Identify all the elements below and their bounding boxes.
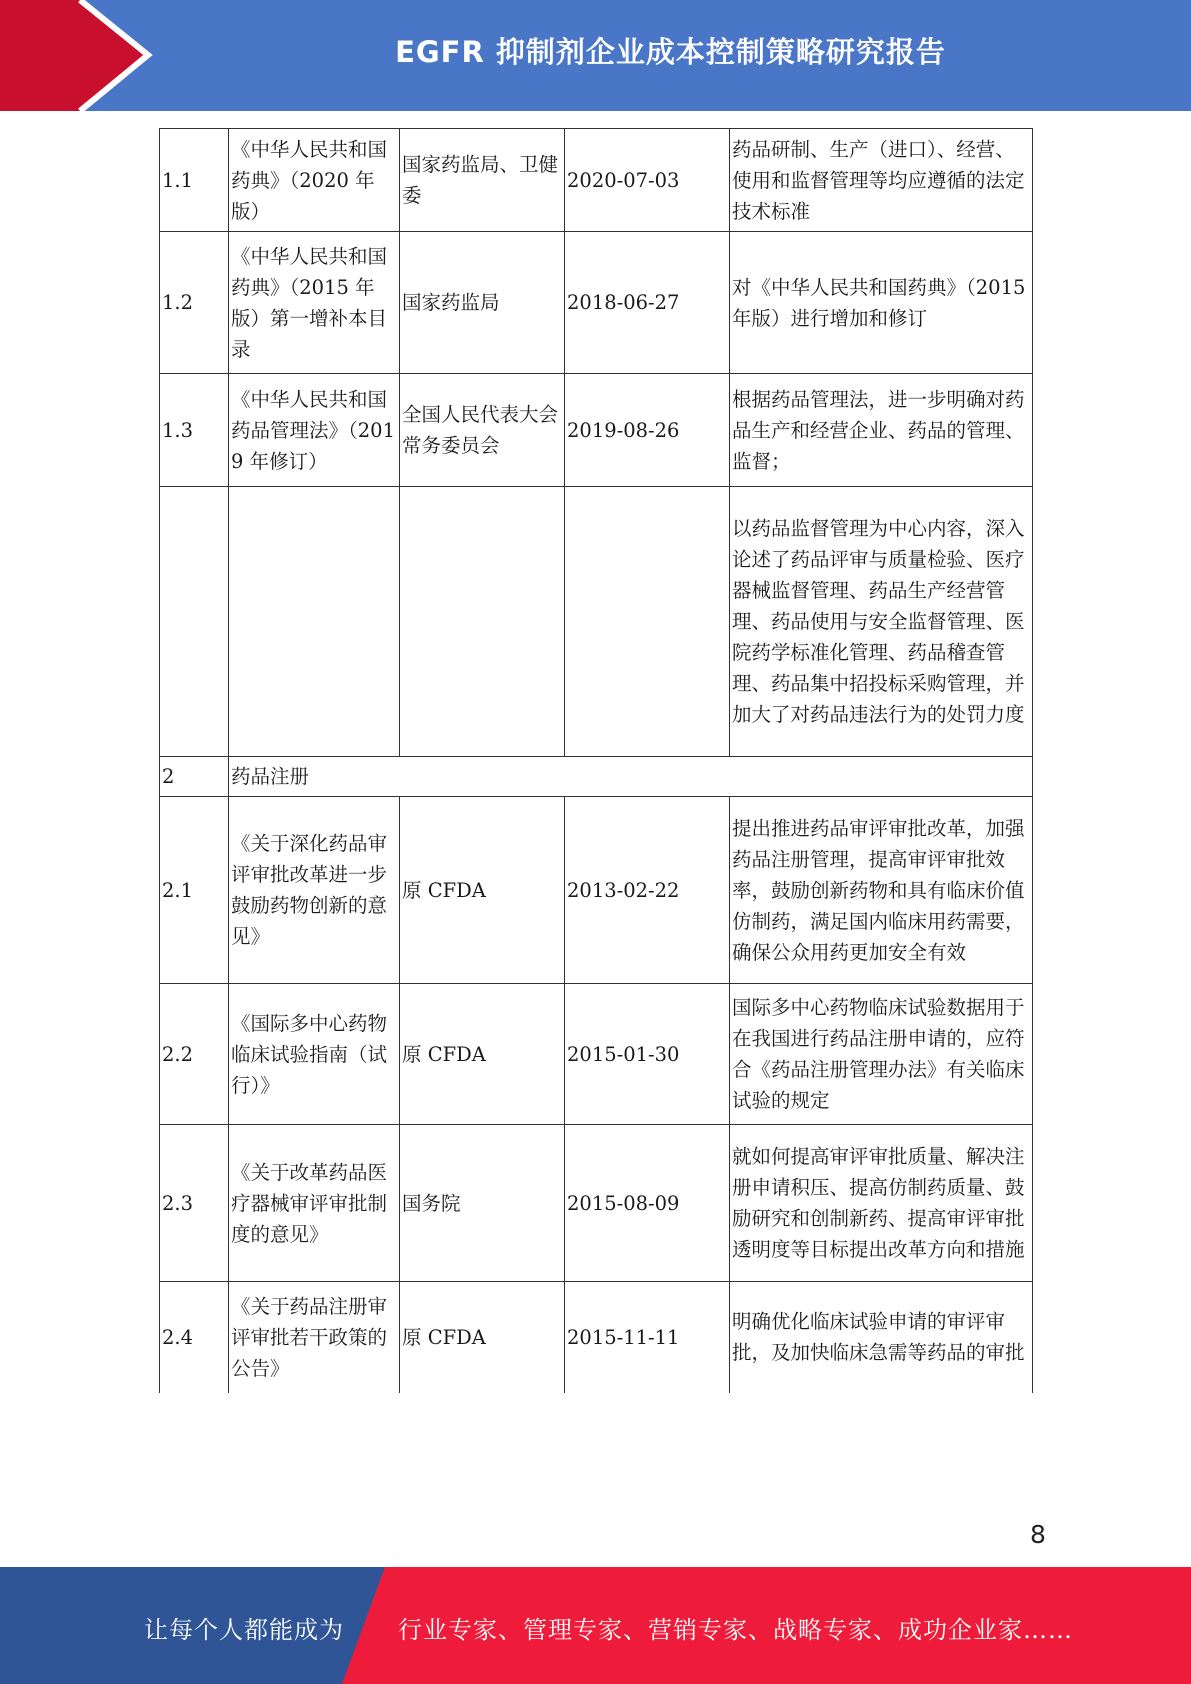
footer-slogan-right: 行业专家、管理专家、营销专家、战略专家、成功企业家…… bbox=[398, 1616, 1073, 1644]
row-number: 2.3 bbox=[160, 1125, 229, 1282]
policy-date bbox=[565, 487, 730, 757]
page-number: 8 bbox=[1030, 1520, 1046, 1549]
table-row bbox=[160, 984, 1033, 1125]
table-row bbox=[160, 487, 1033, 757]
policy-issuer: 国家药监局、卫健委 bbox=[400, 129, 565, 232]
section-row bbox=[160, 757, 1033, 797]
policy-issuer: 国家药监局 bbox=[400, 232, 565, 374]
row-number: 2.2 bbox=[160, 984, 229, 1125]
policy-name: 《中华人民共和国药品管理法》（2019 年修订） bbox=[229, 374, 400, 487]
policy-table bbox=[159, 128, 1033, 1393]
header-title: EGFR 抑制剂企业成本控制策略研究报告 bbox=[395, 35, 946, 69]
policy-issuer: 全国人民代表大会常务委员会 bbox=[400, 374, 565, 487]
policy-date: 2013-02-22 bbox=[565, 797, 730, 984]
policy-date: 2018-06-27 bbox=[565, 232, 730, 374]
table-row bbox=[160, 1282, 1033, 1393]
footer-slogan-left: 让每个人都能成为 bbox=[144, 1616, 344, 1644]
policy-issuer: 原 CFDA bbox=[400, 797, 565, 984]
policy-name: 《国际多中心药物临床试验指南（试行）》 bbox=[229, 984, 400, 1125]
policy-description: 药品研制、生产（进口）、经营、使用和监督管理等均应遵循的法定技术标准 bbox=[730, 129, 1033, 232]
policy-date: 2020-07-03 bbox=[565, 129, 730, 232]
policy-name: 《关于药品注册审评审批若干政策的公告》 bbox=[229, 1282, 400, 1393]
policy-description: 对《中华人民共和国药典》（2015 年版）进行增加和修订 bbox=[730, 232, 1033, 374]
row-number: 1.1 bbox=[160, 129, 229, 232]
row-number: 2.1 bbox=[160, 797, 229, 984]
policy-description: 明确优化临床试验申请的审评审批，及加快临床急需等药品的审批 bbox=[730, 1282, 1033, 1393]
policy-name: 《中华人民共和国药典》（2015 年版）第一增补本目录 bbox=[229, 232, 400, 374]
policy-description: 以药品监督管理为中心内容，深入论述了药品评审与质量检验、医疗器械监督管理、药品生产经营管理、药品使用与安全监督管理、医院药学标准化管理、药品稽查管理、药品集中招投标采购管理，并加大了对药品违法行为的处罚力度 bbox=[730, 487, 1033, 757]
page-header bbox=[0, 0, 1191, 111]
policy-date: 2015-11-11 bbox=[565, 1282, 730, 1393]
row-number: 1.2 bbox=[160, 232, 229, 374]
policy-description: 根据药品管理法，进一步明确对药品生产和经营企业、药品的管理、监督； bbox=[730, 374, 1033, 487]
policy-description: 提出推进药品审评审批改革，加强药品注册管理，提高审评审批效率，鼓励创新药物和具有临床价值仿制药，满足国内临床用药需要，确保公众用药更加安全有效 bbox=[730, 797, 1033, 984]
policy-issuer: 国务院 bbox=[400, 1125, 565, 1282]
policy-name bbox=[229, 487, 400, 757]
policy-issuer: 原 CFDA bbox=[400, 1282, 565, 1393]
policy-issuer bbox=[400, 487, 565, 757]
policy-description: 国际多中心药物临床试验数据用于在我国进行药品注册申请的，应符合《药品注册管理办法》有关临床试验的规定 bbox=[730, 984, 1033, 1125]
row-number bbox=[160, 487, 229, 757]
policy-issuer: 原 CFDA bbox=[400, 984, 565, 1125]
policy-date: 2019-08-26 bbox=[565, 374, 730, 487]
policy-date: 2015-01-30 bbox=[565, 984, 730, 1125]
row-number: 1.3 bbox=[160, 374, 229, 487]
policy-name: 《关于改革药品医疗器械审评审批制度的意见》 bbox=[229, 1125, 400, 1282]
policy-date: 2015-08-09 bbox=[565, 1125, 730, 1282]
row-number: 2.4 bbox=[160, 1282, 229, 1393]
table-row bbox=[160, 374, 1033, 487]
table-row bbox=[160, 129, 1033, 232]
section-title: 药品注册 bbox=[229, 757, 1033, 797]
table-row bbox=[160, 797, 1033, 984]
section-number: 2 bbox=[160, 757, 229, 797]
policy-name: 《中华人民共和国药典》（2020 年版） bbox=[229, 129, 400, 232]
policy-description: 就如何提高审评审批质量、解决注册申请积压、提高仿制药质量、鼓励研究和创制新药、提高审评审批透明度等目标提出改革方向和措施 bbox=[730, 1125, 1033, 1282]
table-row bbox=[160, 1125, 1033, 1282]
page-footer bbox=[0, 1567, 1191, 1684]
table-row bbox=[160, 232, 1033, 374]
policy-name: 《关于深化药品审评审批改革进一步鼓励药物创新的意见》 bbox=[229, 797, 400, 984]
